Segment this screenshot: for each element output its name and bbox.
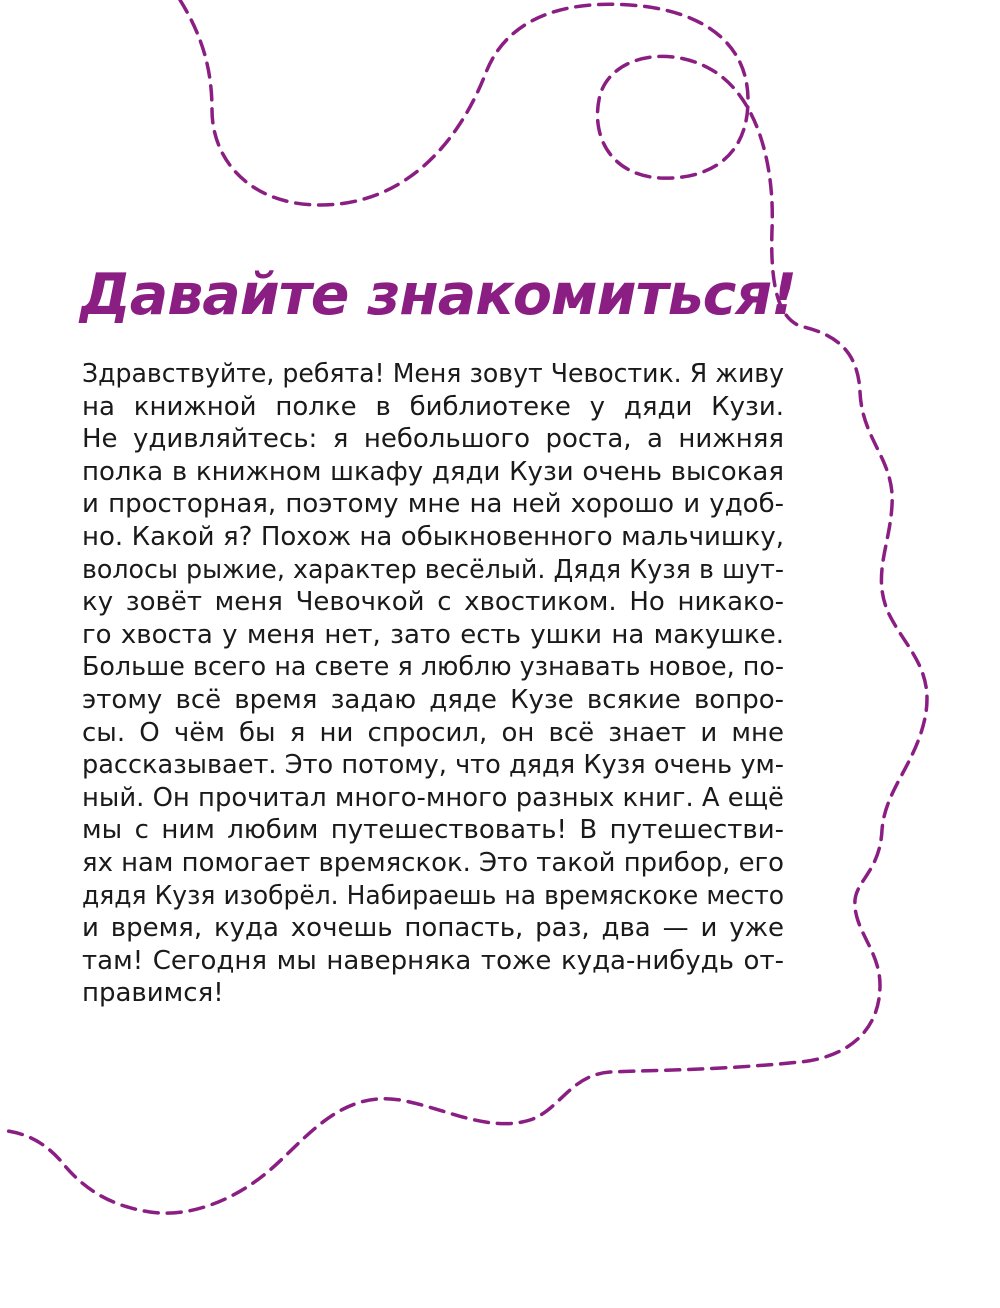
text-line: на книжной полке в библиотеке у дяди Кузи. xyxy=(82,391,784,422)
page-title: Давайте знакомиться! xyxy=(80,262,797,328)
text-line: и просторная, поэтому мне на ней хорошо и удоб- xyxy=(82,489,784,520)
text-line: рассказывает. Это потому, что дядя Кузя очень ум- xyxy=(82,750,785,781)
body-paragraph xyxy=(82,358,784,1010)
text-line: волосы рыжие, характер весёлый. Дядя Кузя в шут- xyxy=(82,554,784,585)
text-line: ку зовёт меня Чевочкой с хвостиком. Но никако- xyxy=(82,587,784,618)
text-line: Здравствуйте, ребята! Меня зовут Чевостик. Я живу xyxy=(82,359,785,389)
text-line: полка в книжном шкафу дяди Кузи очень высокая xyxy=(82,456,784,487)
text-line: и время, куда хочешь попасть, раз, два — и уже xyxy=(82,913,784,944)
text-line: мы с ним любим путешествовать! В путешестви- xyxy=(82,815,784,846)
text-line: го хвоста у меня нет, зато есть ушки на макушке. xyxy=(82,619,784,650)
text-line: там! Сегодня мы наверняка тоже куда-нибудь от- xyxy=(82,945,784,976)
text-line: Не удивляйтесь: я небольшого роста, а нижняя xyxy=(82,424,784,455)
text-line: но. Какой я? Похож на обыкновенного мальчишку, xyxy=(82,521,784,552)
text-line: сы. О чём бы я ни спросил, он всё знает и мне xyxy=(82,717,784,748)
text-line: правимся! xyxy=(82,978,224,1009)
text-line: ях нам помогает времяскок. Это такой прибор, его xyxy=(82,847,784,878)
text-line: Больше всего на свете я люблю узнавать новое, по- xyxy=(82,652,784,683)
text-line: этому всё время задаю дяде Кузе всякие вопро- xyxy=(82,684,784,715)
text-line: дядя Кузя изобрёл. Набираешь на времяскоке место xyxy=(82,880,784,911)
text-line: ный. Он прочитал много-много разных книг. А ещё xyxy=(82,782,784,813)
